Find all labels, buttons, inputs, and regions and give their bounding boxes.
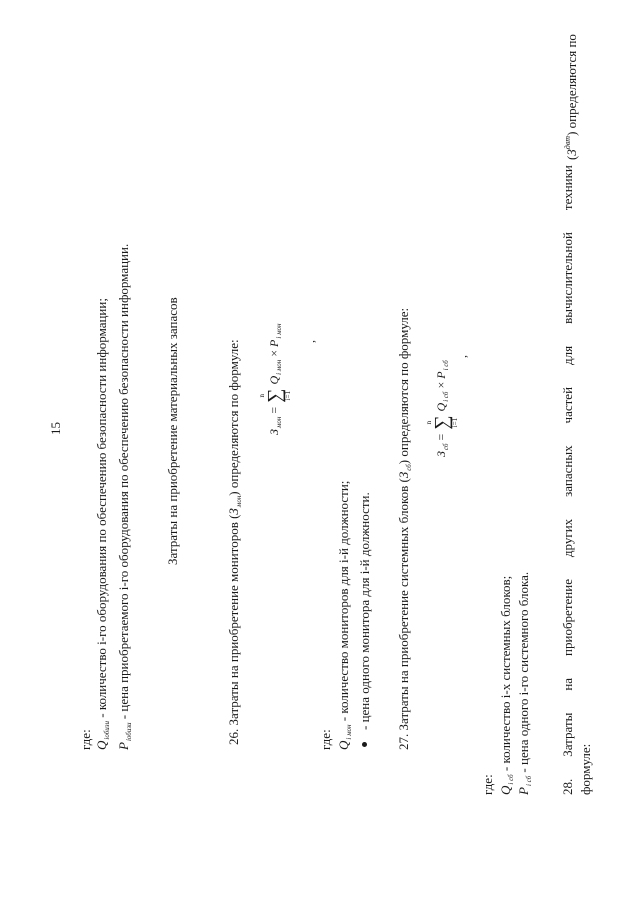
formula-system-blocks-comma: , — [455, 355, 469, 358]
where-label-1: где: — [78, 729, 93, 750]
p26-start: 26. Затраты на приобретение мониторов ( — [226, 514, 241, 745]
sum-sign: n ∑ i=1 — [258, 388, 292, 403]
def-p-obesp — [116, 244, 137, 750]
def-text: - цена приобретаемого i-го оборудования по обеспечению безопасности информации. — [116, 243, 131, 723]
def-q-sb: $Q_{i сб}$ - количество i-х системных блоков; — [498, 575, 515, 795]
where-label-2: где: — [318, 729, 333, 750]
paragraph-27: 27. Затраты на приобретение системных блоков $(З_{сб})$ определяются по формуле: — [396, 307, 413, 750]
symbol-p: P — [116, 742, 131, 750]
def-q-obesp — [94, 298, 115, 750]
symbol-sub: iобизи — [125, 722, 133, 742]
def-p-mon: - цена одного монитора для i-й должности. — [357, 492, 372, 730]
symbol-sub: iобизи — [103, 721, 111, 740]
paragraph-28-tail: $(З^{двт})$ определяются по — [563, 34, 579, 160]
symbol-q: Q — [94, 740, 109, 750]
section-heading: Затраты на приобретение материальных запасов — [165, 297, 180, 565]
formula-system-blocks: $З_{сб}$ = n ∑ i=1 $Q_{i сб} \times P_{i сб}$ — [425, 360, 459, 457]
z-dvt-symbol: $З^{двт}$ — [563, 135, 579, 156]
where-label-3: где: — [480, 774, 495, 795]
def-q-mon: $Q_{i мон}$ - количество мониторов для i-й должности; — [336, 480, 353, 750]
formula-monitors-comma: , — [303, 340, 317, 343]
paragraph-26 — [226, 339, 247, 745]
def-p-sb: $P_{i сб}$ - цена одного i-го системного блока. — [516, 571, 533, 795]
paragraph-28-line1: 28. Затраты на приобретение других запасных частей для вычислительной техники — [560, 165, 575, 795]
formula-monitors: $З_{мон}$ = n ∑ i=1 $Q_{i мон} \times P_{i мон}$ — [258, 323, 292, 435]
z-mon-symbol: $З_{мон}$ — [226, 495, 243, 515]
sum-sign: n ∑ i=1 — [425, 415, 459, 430]
bullet-icon — [362, 742, 367, 747]
z-sb-symbol: $З_{сб}$ — [396, 464, 413, 479]
page-number: 15 — [48, 422, 63, 435]
p26-end: ) определяются по формуле: — [226, 339, 241, 496]
paragraph-28-line2: формуле: — [578, 743, 593, 795]
def-text: - количество i-го оборудования по обеспечению безопасности информации; — [94, 298, 109, 721]
